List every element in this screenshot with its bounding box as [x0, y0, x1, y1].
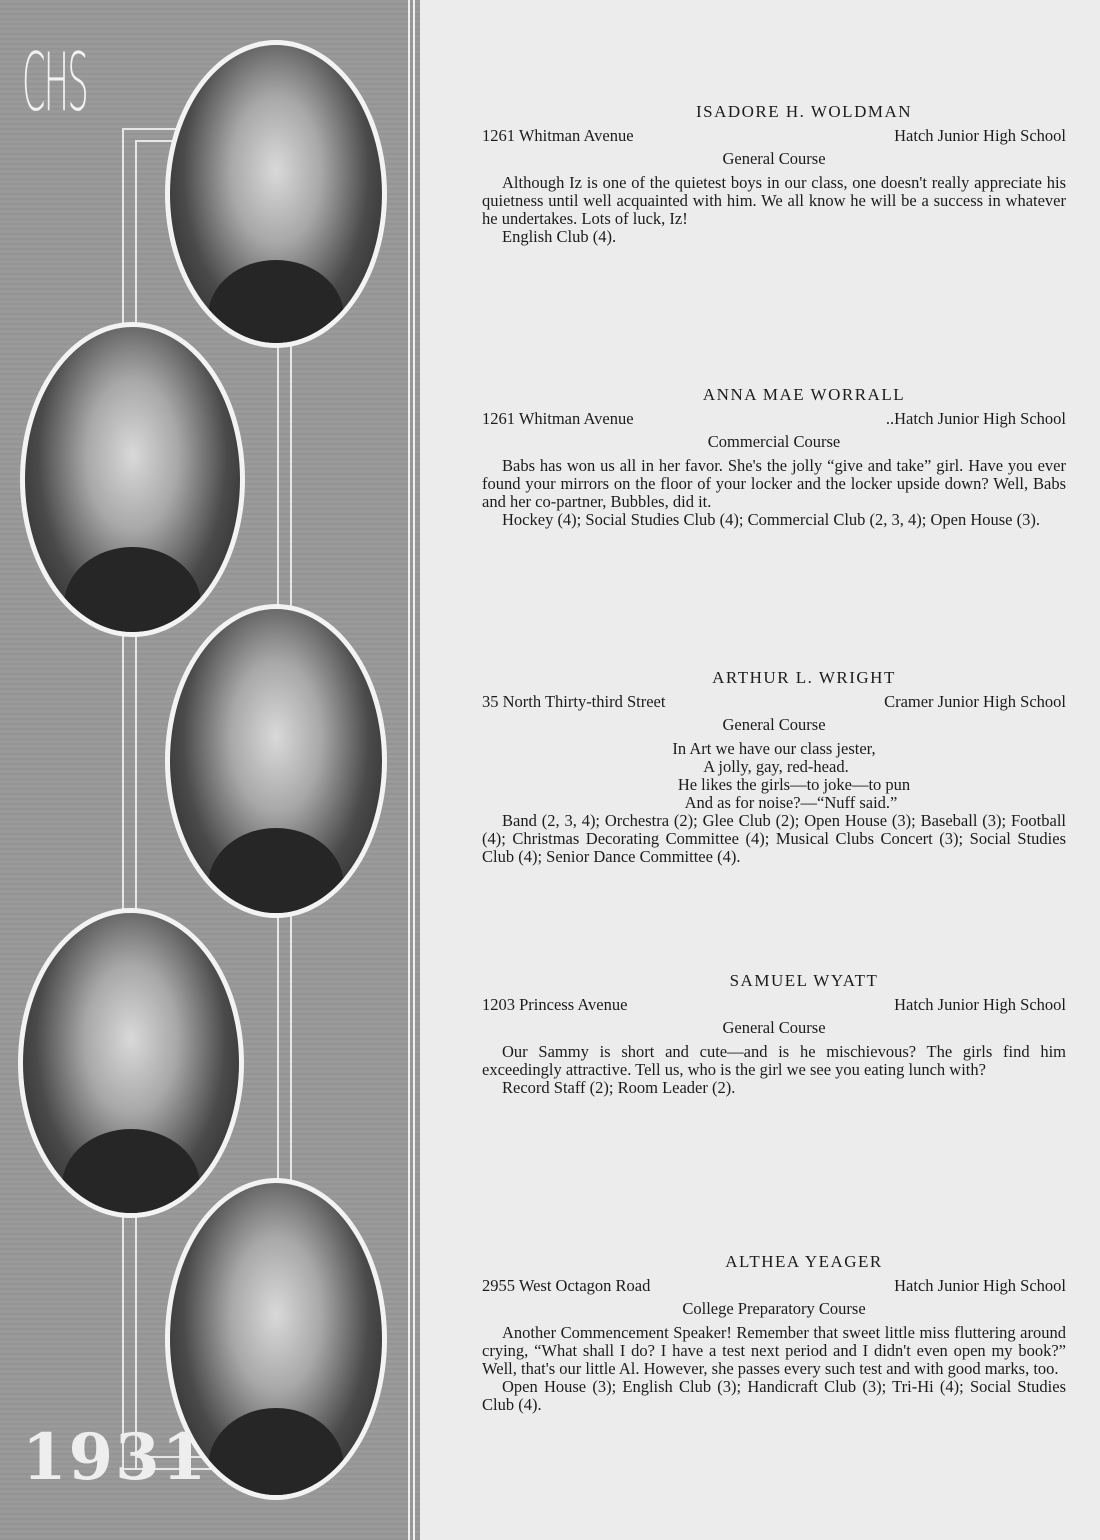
activities-list: English Club (4). — [502, 227, 617, 246]
junior-high-school: ..Hatch Junior High School — [885, 409, 1066, 428]
junior-high-school: Hatch Junior High School — [894, 1276, 1066, 1295]
home-address: 1203 Princess Avenue — [482, 995, 628, 1014]
course-of-study: General Course — [722, 1018, 826, 1037]
student-verse — [482, 740, 1066, 812]
yearbook-year: 1931 — [22, 1420, 209, 1495]
student-bio: Our Sammy is short and cute—and is he mischievous? The girls find him exceedingly attractive. Tell us, who is the girl we see you eating lunch with? — [482, 1042, 1066, 1079]
portrait-photo — [20, 322, 245, 637]
junior-high-school: Hatch Junior High School — [894, 126, 1066, 145]
portrait-photo — [165, 40, 387, 348]
course-of-study: General Course — [722, 149, 826, 168]
portrait-photo — [18, 908, 244, 1218]
course-of-study: College Preparatory Course — [682, 1299, 866, 1318]
verse-line: A jolly, gay, red-head. — [703, 757, 849, 776]
senior-entry — [482, 1253, 1066, 1414]
activities-list: Band (2, 3, 4); Orchestra (2); Glee Club (2); Open House (3); Baseball (3); Football (4); Christmas Decorating Committee (4); Musical Clubs Concert (3); Social Studies Club (4); Senior Dance Committee (4). — [482, 811, 1066, 866]
student-bio: Babs has won us all in her favor. She's the jolly “give and take” girl. Have you ever found your mirrors on the floor of your locker and the locker upside down? Well, Babs and her co-partner, Bubbles, did it. — [482, 456, 1066, 511]
senior-entry — [482, 386, 1066, 529]
course-of-study: Commercial Course — [707, 432, 841, 451]
senior-entry — [482, 972, 1066, 1097]
home-address: 1261 Whitman Avenue — [482, 409, 634, 428]
decorative-sidebar — [0, 0, 420, 1540]
student-name: ISADORE H. WOLDMAN — [695, 102, 913, 121]
senior-entry — [482, 669, 1066, 866]
home-address: 35 North Thirty-third Street — [482, 692, 666, 711]
student-bio: Another Commencement Speaker! Remember that sweet little miss fluttering around crying, “What shall I do? I have a test next period and I didn't even open my book?” Well, that's our little Al. However, she passes every such test and with good marks, too. — [482, 1323, 1066, 1378]
school-monogram: CHS — [22, 36, 88, 129]
border-line — [413, 0, 415, 1540]
senior-entry — [482, 103, 1066, 246]
verse-line: And as for noise?—“Nuff said.” — [684, 793, 898, 812]
border-line — [408, 0, 410, 1540]
course-of-study: General Course — [722, 715, 826, 734]
verse-line: In Art we have our class jester, — [672, 739, 876, 758]
home-address: 1261 Whitman Avenue — [482, 126, 634, 145]
student-bio: Although Iz is one of the quietest boys in our class, one doesn't really appreciate his quietness until well acquainted with him. We all know he will be a success in whatever he undertakes. Lots of luck, Iz! — [482, 173, 1066, 228]
junior-high-school: Cramer Junior High School — [884, 692, 1066, 711]
student-name: SAMUEL WYATT — [729, 971, 879, 990]
portrait-photo — [165, 604, 387, 918]
student-name: ARTHUR L. WRIGHT — [712, 668, 896, 687]
activities-list: Record Staff (2); Room Leader (2). — [502, 1078, 736, 1097]
junior-high-school: Hatch Junior High School — [894, 995, 1066, 1014]
verse-line: He likes the girls—to joke—to pun — [677, 775, 911, 794]
student-name: ALTHEA YEAGER — [725, 1252, 883, 1271]
activities-list: Hockey (4); Social Studies Club (4); Commercial Club (2, 3, 4); Open House (3). — [502, 510, 1040, 529]
home-address: 2955 West Octagon Road — [482, 1276, 651, 1295]
activities-list: Open House (3); English Club (3); Handicraft Club (3); Tri-Hi (4); Social Studies Club (4). — [482, 1377, 1066, 1414]
student-name: ANNA MAE WORRALL — [702, 385, 906, 404]
